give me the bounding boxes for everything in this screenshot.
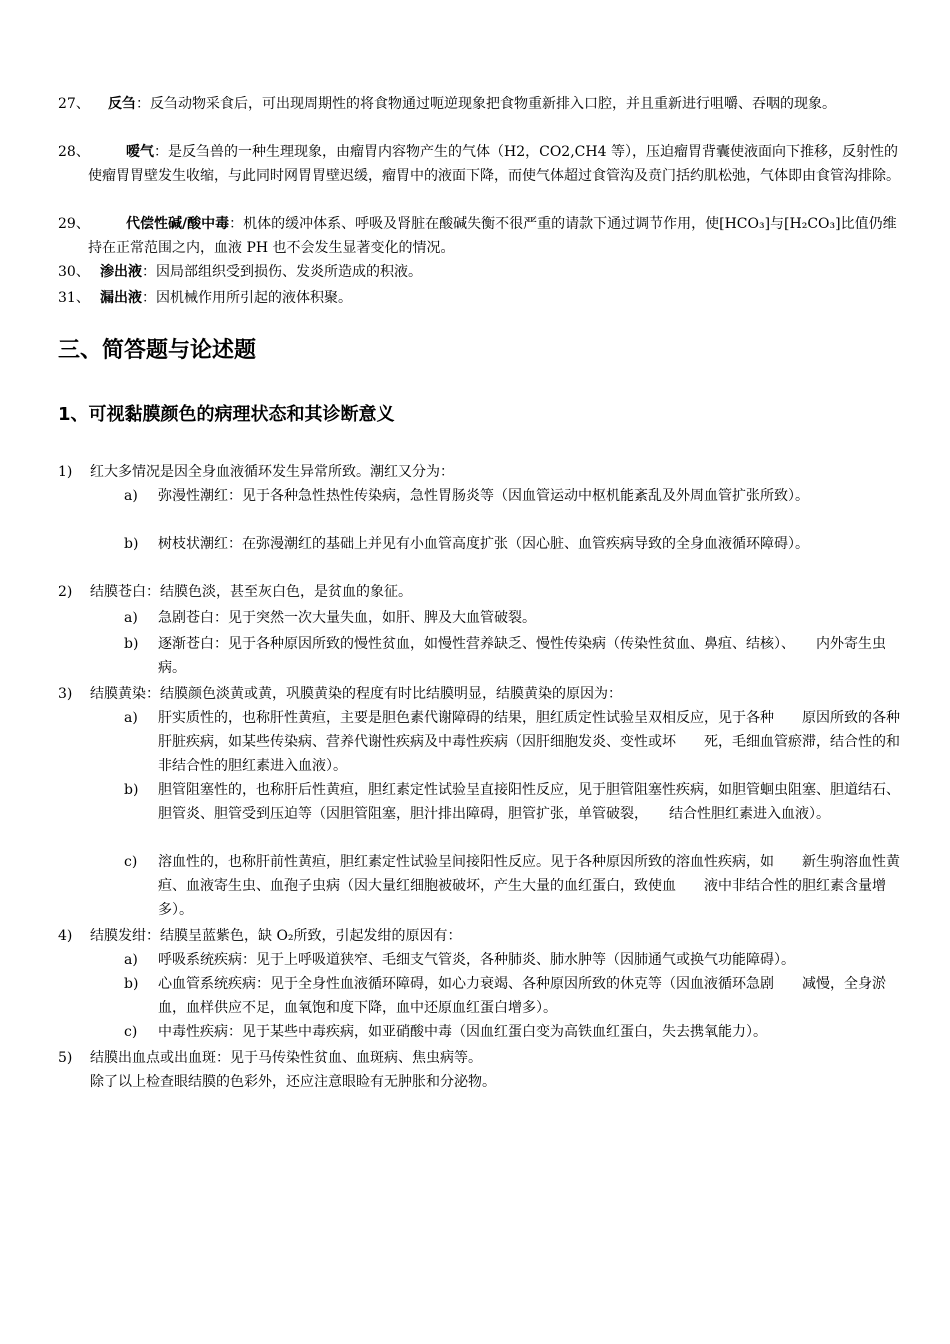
sub-item-number: a) xyxy=(124,488,138,504)
sub-item-1b xyxy=(124,532,900,556)
item-text: 结膜苍白：结膜色淡，甚至灰白色，是贫血的象征。 xyxy=(90,584,412,600)
item-number: 2) xyxy=(58,584,73,600)
sub-item-4c xyxy=(124,1020,900,1044)
sub-item-text: 弥漫性潮红：见于各种急性热性传染病，急性胃肠炎等（因血管运动中枢机能紊乱及外周血管扩张所致）。 xyxy=(158,488,809,504)
item-text: 结膜黄染：结膜颜色淡黄或黄，巩膜黄染的程度有时比结膜明显，结膜黄染的原因为： xyxy=(90,686,622,702)
sub-item-text: 溶血性的，也称肝前性黄疸，胆红素定性试验呈间接阳性反应。见于各种原因所致的溶血性疾病，如 新生驹溶血性黄疸、血液寄生虫、血孢子虫病（因大量红细胞被破坏，产生大量的血红蛋白，致使血 液中非结合性的胆红素含量增多）。 xyxy=(158,854,900,918)
sub-item-number: a) xyxy=(124,952,138,968)
sub-item-4b xyxy=(124,972,900,1020)
question-title: 1、可视黏膜颜色的病理状态和其诊断意义 xyxy=(58,404,395,425)
definition-number: 30、 xyxy=(58,264,90,280)
sub-item-text: 树枝状潮红：在弥漫潮红的基础上并见有小血管高度扩张（因心脏、血管疾病导致的全身血液循环障碍）。 xyxy=(158,536,809,552)
sub-item-3c xyxy=(124,850,900,922)
item-number: 4) xyxy=(58,928,73,944)
definition-29 xyxy=(58,212,900,260)
definition-number: 29、 xyxy=(58,216,90,232)
sub-item-text: 心血管系统疾病：见于全身性血液循环障碍，如心力衰竭、各种原因所致的休克等（因血液循环急剧 减慢，全身淤血，血样供应不足，血氧饱和度下降，血中还原血红蛋白增多）。 xyxy=(158,976,886,1016)
sub-item-number: b) xyxy=(124,536,139,552)
definition-term: 渗出液 xyxy=(100,264,142,280)
definition-text: ：是反刍兽的一种生理现象，由瘤胃内容物产生的气体（H2，CO2,CH4 等），压迫瘤胃背囊使液面向下推移，反射性的使瘤胃胃壁发生收缩，与此同时网胃胃壁迟缓，瘤胃中的液面下降，而使气体超过食管沟及贲门括约肌松弛，气体即由食管沟排除。 xyxy=(88,144,900,184)
definition-number: 28、 xyxy=(58,144,90,160)
item-text: 结膜出血点或出血斑：见于马传染性贫血、血斑病、焦虫病等。 xyxy=(90,1050,482,1066)
closing-note: 除了以上检查眼结膜的色彩外，还应注意眼睑有无肿胀和分泌物。 xyxy=(90,1074,496,1090)
item-number: 3) xyxy=(58,686,73,702)
sub-item-text: 呼吸系统疾病：见于上呼吸道狭窄、毛细支气管炎，各种肺炎、肺水肿等（因肺通气或换气功能障碍）。 xyxy=(158,952,795,968)
sub-item-text: 肝实质性的，也称肝性黄疸，主要是胆色素代谢障碍的结果，胆红质定性试验呈双相反应，见于各种 原因所致的各种肝脏疾病，如某些传染病、营养代谢性疾病及中毒性疾病（因肝细胞发炎、变性或坏 死，毛细血管瘀滞，结合性的和非结合性的胆红素进入血液）。 xyxy=(158,710,900,774)
sub-item-number: c) xyxy=(124,854,138,870)
definition-term: 漏出液 xyxy=(100,290,142,306)
definition-term: 嗳气 xyxy=(126,144,154,160)
sub-item-number: b) xyxy=(124,782,139,798)
list-item-5 xyxy=(58,1046,900,1070)
sub-item-text: 胆管阻塞性的，也称肝后性黄疸，胆红素定性试验呈直接阳性反应，见于胆管阻塞性疾病，如胆管蛔虫阻塞、胆道结石、胆管炎、胆管受到压迫等（因胆管阻塞，胆汁排出障碍，胆管扩张，单管破裂， 结合性胆红素进入血液）。 xyxy=(158,782,900,822)
list-item-2 xyxy=(58,580,900,604)
section-title: 三、简答题与论述题 xyxy=(58,338,257,363)
definition-27 xyxy=(58,92,900,116)
definition-term: 代偿性碱/酸中毒 xyxy=(126,216,230,232)
sub-item-2a xyxy=(124,606,900,630)
definition-term: 反刍 xyxy=(108,96,136,112)
definition-number: 31、 xyxy=(58,290,90,306)
sub-item-3b xyxy=(124,778,900,826)
list-item-1 xyxy=(58,460,900,484)
sub-item-number: c) xyxy=(124,1024,138,1040)
sub-item-text: 逐渐苍白：见于各种原因所致的慢性贫血，如慢性营养缺乏、慢性传染病（传染性贫血、鼻疽、结核）、 内外寄生虫病。 xyxy=(158,636,886,676)
list-item-3 xyxy=(58,682,900,706)
list-item-4 xyxy=(58,924,900,948)
definition-30 xyxy=(58,260,900,284)
sub-item-4a xyxy=(124,948,900,972)
sub-item-number: b) xyxy=(124,636,139,652)
definition-text: ：机体的缓冲体系、呼吸及肾脏在酸碱失衡不很严重的请款下通过调节作用，使[HCO₃]与[H₂CO₃]比值仍维持在正常范围之内，血液 PH 也不会发生显著变化的情况。 xyxy=(88,216,897,256)
sub-item-number: b) xyxy=(124,976,139,992)
item-text: 红大多情况是因全身血液循环发生异常所致。潮红又分为： xyxy=(90,464,454,480)
sub-item-1a xyxy=(124,484,900,508)
item-number: 1) xyxy=(58,464,73,480)
definition-text: ：因局部组织受到损伤、发炎所造成的积液。 xyxy=(142,264,422,280)
sub-item-2b xyxy=(124,632,900,680)
definition-28 xyxy=(58,140,900,188)
item-number: 5) xyxy=(58,1050,73,1066)
item-text: 结膜发绀：结膜呈蓝紫色，缺 O₂所致，引起发绀的原因有： xyxy=(90,928,462,944)
definition-text: ：因机械作用所引起的液体积聚。 xyxy=(142,290,352,306)
sub-item-text: 中毒性疾病：见于某些中毒疾病，如亚硝酸中毒（因血红蛋白变为高铁血红蛋白，失去携氧能力）。 xyxy=(158,1024,767,1040)
sub-item-number: a) xyxy=(124,610,138,626)
sub-item-3a xyxy=(124,706,900,778)
definition-text: ：反刍动物采食后，可出现周期性的将食物通过呃逆现象把食物重新排入口腔，并且重新进行咀嚼、吞咽的现象。 xyxy=(136,96,836,112)
sub-item-text: 急剧苍白：见于突然一次大量失血，如肝、脾及大血管破裂。 xyxy=(158,610,536,626)
definition-31 xyxy=(58,286,900,310)
sub-item-number: a) xyxy=(124,710,138,726)
definition-number: 27、 xyxy=(58,96,90,112)
